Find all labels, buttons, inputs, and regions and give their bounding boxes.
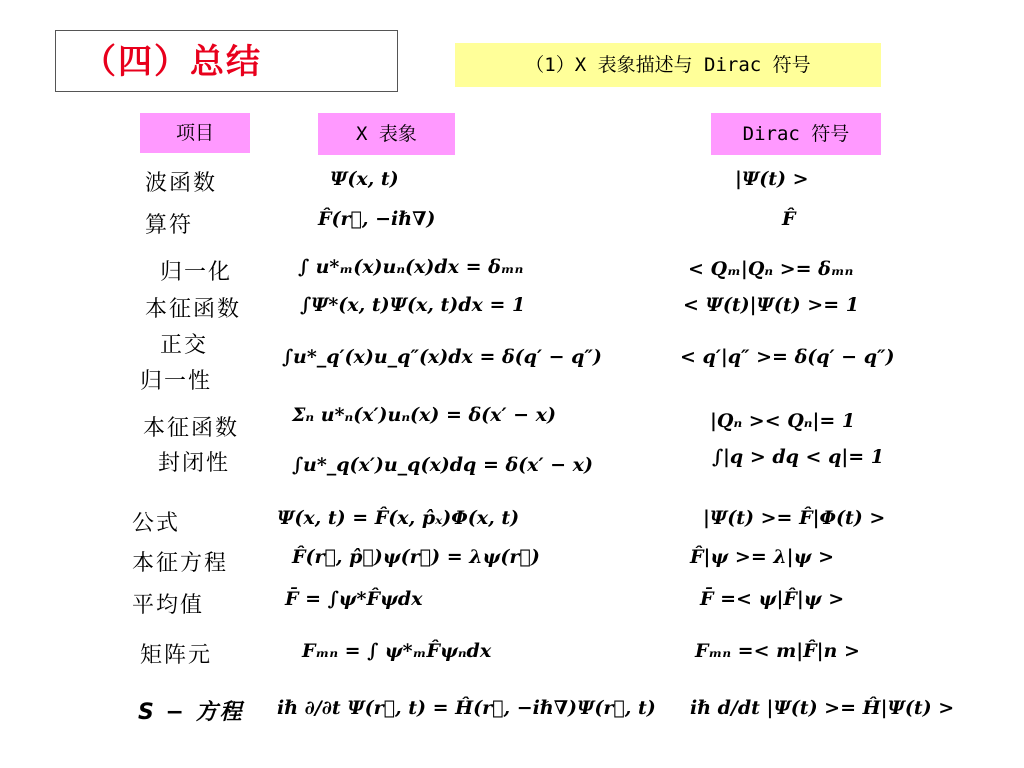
label-schrodinger: S − 方程	[138, 700, 244, 725]
x-orthonormality: ∫u*_q′(x)u_q″(x)dx = δ(q′ − q″)	[282, 346, 602, 368]
x-formula: Ψ(x, t) = F̂(x, p̂ₓ)Φ(x, t)	[277, 507, 520, 529]
dirac-closure-integral: ∫|q > dq < q|= 1	[712, 446, 885, 468]
label-formula: 公式	[132, 511, 181, 536]
dirac-wavefunction: |Ψ(t) >	[735, 168, 809, 190]
label-mean-value: 平均值	[132, 593, 205, 618]
dirac-orthonormality: < q′|q″ >= δ(q′ − q″)	[680, 346, 895, 368]
header-x-representation: X 表象	[318, 113, 455, 155]
label-normalization: 归一化	[160, 260, 233, 285]
dirac-schrodinger: iℏ d/dt |Ψ(t) >= Ĥ|Ψ(t) >	[690, 697, 955, 719]
dirac-closure-sum: |Qₙ >< Qₙ|= 1	[710, 410, 856, 432]
dirac-formula: |Ψ(t) >= F̂|Φ(t) >	[703, 507, 886, 529]
dirac-matrix-element: Fₘₙ =< m|F̂|n >	[695, 640, 860, 662]
x-operator: F̂(r⃗, −iℏ∇)	[318, 208, 436, 230]
label-eigenfunction-closure: 本征函数	[143, 416, 240, 441]
page-title: （四）总结	[55, 30, 398, 92]
x-mean-value: F̄ = ∫ψ*F̂ψdx	[285, 588, 423, 610]
label-eigenfunction-norm: 本征函数	[145, 297, 242, 322]
x-eigen-equation: F̂(r⃗, p̂⃗)ψ(r⃗) = λψ(r⃗)	[292, 546, 540, 568]
x-normalization: ∫ u*ₘ(x)uₙ(x)dx = δₘₙ	[298, 256, 524, 278]
label-wavefunction: 波函数	[145, 171, 218, 196]
x-matrix-element: Fₘₙ = ∫ ψ*ₘF̂ψₙdx	[302, 640, 492, 662]
x-wavefunction: Ψ(x, t)	[330, 168, 399, 190]
section-subtitle: （1）X 表象描述与 Dirac 符号	[455, 43, 881, 87]
x-closure-sum: Σₙ u*ₙ(x′)uₙ(x) = δ(x′ − x)	[292, 404, 556, 426]
label-operator: 算符	[145, 213, 194, 238]
label-eigen-equation: 本征方程	[132, 551, 229, 576]
header-item: 项目	[140, 113, 250, 153]
dirac-normalization: < Qₘ|Qₙ >= δₘₙ	[688, 258, 854, 280]
x-eigenfunction-norm: ∫Ψ*(x, t)Ψ(x, t)dx = 1	[300, 294, 526, 316]
x-closure-integral: ∫u*_q(x′)u_q(x)dq = δ(x′ − x)	[292, 454, 593, 476]
label-closure: 封闭性	[158, 451, 231, 476]
dirac-mean-value: F̄ =< ψ|F̂|ψ >	[700, 588, 845, 610]
dirac-eigenfunction-norm: < Ψ(t)|Ψ(t) >= 1	[683, 294, 859, 316]
dirac-eigen-equation: F̂|ψ >= λ|ψ >	[690, 546, 835, 568]
header-dirac: Dirac 符号	[711, 113, 881, 155]
label-matrix-element: 矩阵元	[140, 643, 213, 668]
dirac-operator: F̂	[782, 208, 796, 230]
label-normalizability: 归一性	[140, 369, 213, 394]
label-orthogonal: 正交	[160, 333, 209, 358]
x-schrodinger: iℏ ∂/∂t Ψ(r⃗, t) = Ĥ(r⃗, −iℏ∇)Ψ(r⃗, t)	[277, 697, 656, 719]
